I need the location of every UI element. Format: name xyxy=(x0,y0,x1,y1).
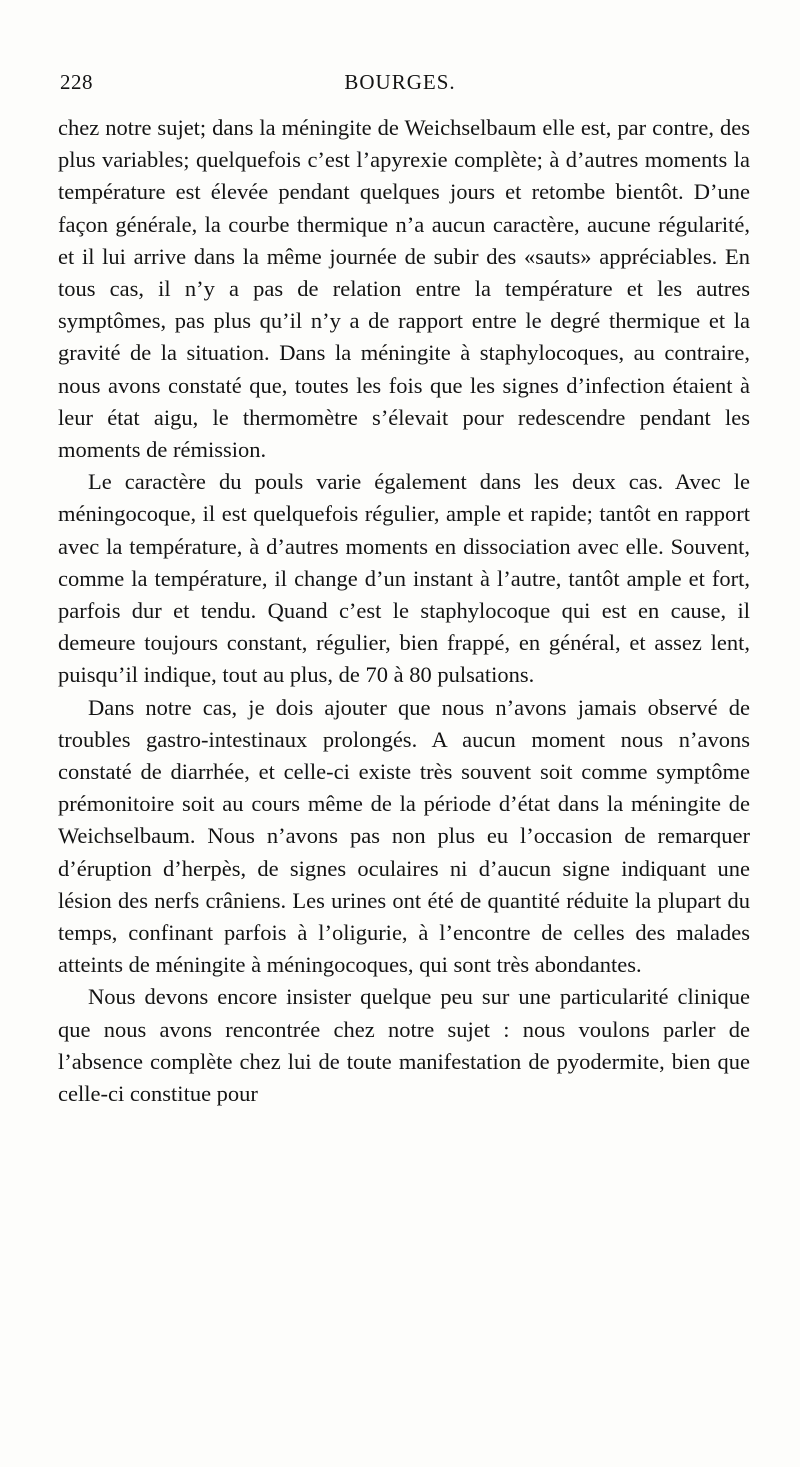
paragraph-pulse: Le caractère du pouls varie également dans les deux cas. Avec le méningocoque, il est quelquefois régulier, ample et rapide; tantôt en rapport avec la température, à d’autres moments en dissociation avec elle. Souvent, comme la température, il change d’un instant à l’autre, tantôt ample et fort, parfois dur et tendu. Quand c’est le staphylocoque qui est en cause, il demeure toujours constant, régulier, bien frappé, en général, et assez lent, puisqu’il indique, tout au plus, de 70 à 80 pulsations. xyxy=(58,469,750,688)
page-number: 228 xyxy=(60,70,93,94)
paragraph-symptoms: Dans notre cas, je dois ajouter que nous n’avons jamais observé de troubles gastro-intestinaux prolongés. A aucun moment nous n’avons constaté de diarrhée, et celle-ci existe très souvent soit comme symptôme prémonitoire soit au cours même de la période d’état dans la méningite de Weichselbaum. Nous n’avons pas non plus eu l’occasion de remarquer d’éruption d’herpès, de signes oculaires ni d’aucun signe indiquant une lésion des nerfs crâniens. Les urines ont été de quantité réduite la plupart du temps, confinant parfois à l’oligurie, à l’encontre de celles des malades atteints de méningite à méningocoques, qui sont très abondantes. xyxy=(58,694,750,978)
paragraph-temperature: chez notre sujet; dans la méningite de Weichselbaum elle est, par contre, des plus variables; quelquefois c’est l’apyrexie complète; à d’autres moments la température est élevée pendant quelques jours et retombe bientôt. D’une façon générale, la courbe thermique n’a aucun caractère, aucune régularité, et il lui arrive dans la même journée de subir des «sauts» appréciables. En tous cas, il n’y a pas de relation entre la température et les autres symptômes, pas plus qu’il n’y a de rapport entre le degré thermique et la gravité de la situation. Dans la méningite à staphylocoques, au contraire, nous avons constaté que, toutes les fois que les signes d’infection étaient à leur état aigu, le thermomètre s’élevait pour redescendre pendant les moments de rémission. xyxy=(58,115,750,463)
running-head xyxy=(58,70,742,100)
paragraph-pyodermite: Nous devons encore insister quelque peu sur une particularité clinique que nous avons rencontrée chez notre sujet : nous voulons parler de l’absence complète chez lui de toute manifestation de pyodermite, bien que celle-ci constitue pour xyxy=(58,984,750,1107)
running-title: BOURGES. xyxy=(344,70,456,94)
body-text xyxy=(58,112,750,1110)
